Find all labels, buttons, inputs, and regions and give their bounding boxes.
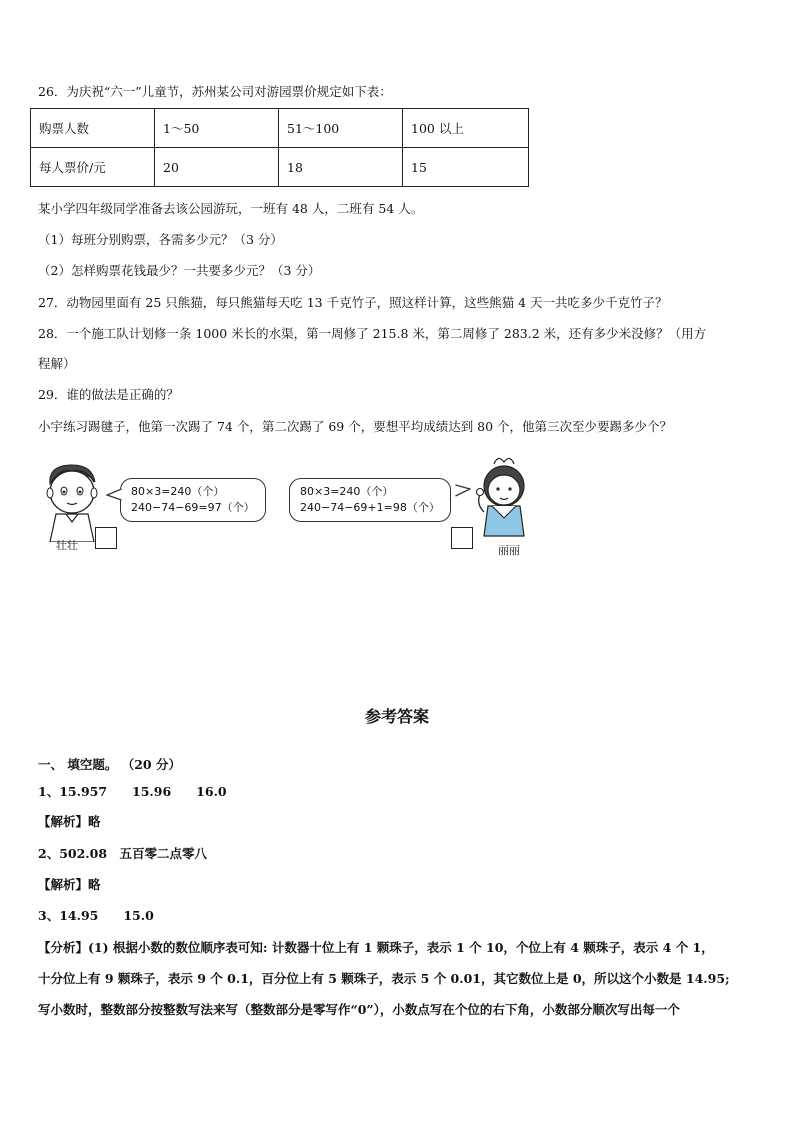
q28-line-1: 28．一个施工队计划修一条 1000 米长的水渠，第一周修了 215.8 米，第二周修了 283.2 米，还有多少米没修？（用方 <box>38 326 707 341</box>
table-cell: 51～100 <box>279 109 403 148</box>
answer-2: 2、502.08 五百零二点零八 <box>38 846 208 861</box>
table-cell: 18 <box>279 148 403 187</box>
left-speech-bubble <box>120 478 266 522</box>
answer-1-note: 【解析】略 <box>38 814 101 829</box>
answer-1: 1、15.957 15.96 16.0 <box>38 784 227 799</box>
right-speech-bubble <box>289 478 451 522</box>
table-cell: 100 以上 <box>403 109 529 148</box>
table-cell: 每人票价/元 <box>31 148 155 187</box>
q28-line-2: 程解） <box>38 356 76 371</box>
right-bubble-tail <box>455 484 471 498</box>
q29-text: 小宇练习踢毽子，他第一次踢了 74 个，第二次踢了 69 个，要想平均成绩达到 80 个，他第三次至少要踢多少个？ <box>38 419 673 434</box>
answers-title: 参考答案 <box>364 707 429 726</box>
ticket-price-table <box>30 108 529 187</box>
q27-text: 27．动物园里面有 25 只熊猫，每只熊猫每天吃 13 千克竹子，照这样计算，这些熊猫 4 天一共吃多少千克竹子？ <box>38 295 668 310</box>
table-cell: 1～50 <box>155 109 279 148</box>
left-bubble-tail <box>106 488 122 502</box>
right-bubble-line-2: 240−74−69+1=98（个） <box>300 501 440 514</box>
left-bubble-line-2: 240−74−69=97（个） <box>131 501 255 514</box>
table-cell: 15 <box>403 148 529 187</box>
answer-3: 3、14.95 15.0 <box>38 908 154 923</box>
right-student-name: 丽丽 <box>498 544 520 557</box>
left-student-name: 壮壮 <box>56 539 78 552</box>
q26-sub-question-1: （1）每班分别购票，各需多少元？（3 分） <box>38 232 283 247</box>
answer-3-analysis-line-2: 十分位上有 9 颗珠子，表示 9 个 0.1，百分位上有 5 颗珠子，表示 5 个 0.01，其它数位上是 0，所以这个小数是 14.95; <box>38 971 730 986</box>
answer-3-analysis-line-3: 写小数时，整数部分按整数写法来写（整数部分是零写作“0”），小数点写在个位的右下角，小数部分顺次写出每一个 <box>38 1002 680 1017</box>
girl-illustration <box>472 456 536 540</box>
left-bubble-line-1: 80×3=240（个） <box>131 485 225 498</box>
q29-title: 29．谁的做法是正确的？ <box>38 387 179 402</box>
answer-3-analysis-line-1: 【分析】(1) 根据小数的数位顺序表可知: 计数器十位上有 1 颗珠子，表示 1 个 10，个位上有 4 颗珠子，表示 4 个 1， <box>38 940 714 955</box>
q26-description: 某小学四年级同学准备去该公园游玩，一班有 48 人，二班有 54 人。 <box>38 201 424 216</box>
answer-2-note: 【解析】略 <box>38 877 101 892</box>
table-cell: 购票人数 <box>31 109 155 148</box>
left-answer-checkbox[interactable] <box>95 527 117 549</box>
table-row <box>31 148 529 187</box>
right-answer-checkbox[interactable] <box>451 527 473 549</box>
table-cell: 20 <box>155 148 279 187</box>
q26-sub-question-2: （2）怎样购票花钱最少？一共要多少元？（3 分） <box>38 263 321 278</box>
answers-section-heading: 一、 填空题。 （20 分） <box>38 757 181 772</box>
table-row <box>31 109 529 148</box>
q26-intro: 26．为庆祝“六一”儿童节，苏州某公司对游园票价规定如下表： <box>38 84 392 99</box>
right-bubble-line-1: 80×3=240（个） <box>300 485 394 498</box>
